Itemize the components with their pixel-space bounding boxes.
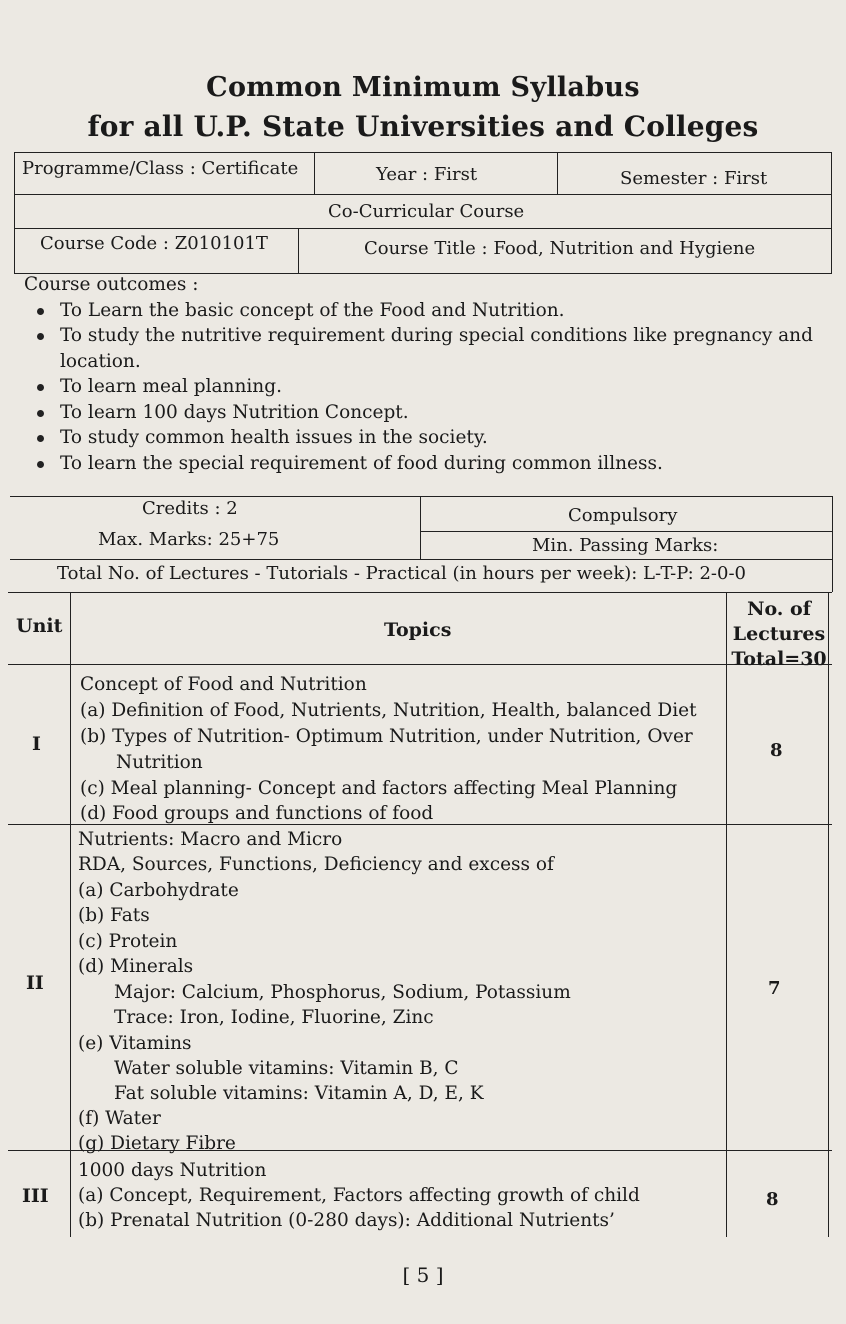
topic-line: (d) Minerals (78, 956, 194, 977)
topic-line: (e) Vitamins (78, 1033, 192, 1054)
lectures-column-header: No. of Lectures Total=30 (731, 598, 827, 670)
topic-line: (c) Meal planning- Concept and factors affecting Meal Planning (80, 778, 678, 799)
unit-number: II (26, 972, 44, 994)
topic-line: (a) Concept, Requirement, Factors affecting growth of child (78, 1185, 640, 1206)
course-outcomes (24, 272, 830, 476)
outcome-item: To learn 100 days Nutrition Concept. (24, 400, 830, 426)
outcome-item: To Learn the basic concept of the Food and Nutrition. (24, 298, 830, 324)
semester: Semester : First (620, 168, 768, 189)
course-code: Course Code : Z010101T (40, 233, 268, 254)
topic-line: (g) Dietary Fibre (78, 1133, 236, 1154)
page-subtitle: for all U.P. State Universities and Colleges (87, 110, 759, 143)
topic-line: (b) Types of Nutrition- Optimum Nutrition, under Nutrition, Over (80, 726, 693, 747)
outcome-item: To learn meal planning. (24, 374, 830, 400)
outcome-item: To study common health issues in the society. (24, 425, 830, 451)
topic-line: (b) Prenatal Nutrition (0-280 days): Additional Nutrients’ (78, 1210, 615, 1231)
page-number: [ 5 ] (402, 1263, 444, 1287)
topic-line: (a) Definition of Food, Nutrients, Nutrition, Health, balanced Diet (80, 700, 697, 721)
course-category: Compulsory (568, 505, 678, 526)
course-title: Course Title : Food, Nutrition and Hygiene (364, 238, 756, 259)
topic-line: 1000 days Nutrition (78, 1160, 267, 1181)
topics-column-header: Topics (384, 619, 452, 641)
topic-line: Concept of Food and Nutrition (80, 674, 367, 695)
topic-line: (a) Carbohydrate (78, 880, 239, 901)
outcomes-heading: Course outcomes : (24, 274, 199, 295)
credits: Credits : 2 (142, 498, 238, 519)
unit-column-header: Unit (16, 615, 63, 637)
topic-line: Trace: Iron, Iodine, Fluorine, Zinc (114, 1007, 434, 1028)
outcome-item: To study the nutritive requirement during special conditions like pregnancy and location. (24, 323, 830, 374)
topic-line: Nutrition (116, 752, 203, 773)
topic-line: (f) Water (78, 1108, 161, 1129)
outcome-item: To learn the special requirement of food during common illness. (24, 451, 830, 477)
programme-class: Programme/Class : Certificate (22, 158, 299, 179)
unit-number: III (22, 1185, 49, 1207)
topic-line: (c) Protein (78, 931, 178, 952)
lecture-hours: Total No. of Lectures - Tutorials - Practical (in hours per week): L-T-P: 2-0-0 (57, 563, 746, 584)
topic-line: Major: Calcium, Phosphorus, Sodium, Potassium (114, 982, 571, 1003)
year: Year : First (376, 164, 478, 185)
topic-line: Water soluble vitamins: Vitamin B, C (114, 1058, 459, 1079)
topic-line: Nutrients: Macro and Micro (78, 829, 343, 850)
max-marks: Max. Marks: 25+75 (98, 529, 280, 550)
lecture-count: 8 (770, 740, 783, 761)
topic-line: Fat soluble vitamins: Vitamin A, D, E, K (114, 1083, 484, 1104)
unit-number: I (32, 733, 41, 755)
lecture-count: 7 (768, 978, 781, 999)
page-title: Common Minimum Syllabus (206, 72, 640, 103)
topic-line: RDA, Sources, Functions, Deficiency and excess of (78, 854, 554, 875)
min-passing-marks: Min. Passing Marks: (532, 535, 719, 556)
topic-line: (b) Fats (78, 905, 150, 926)
topic-line: (d) Food groups and functions of food (80, 803, 434, 824)
lecture-count: 8 (766, 1189, 779, 1210)
course-type: Co-Curricular Course (328, 201, 525, 222)
